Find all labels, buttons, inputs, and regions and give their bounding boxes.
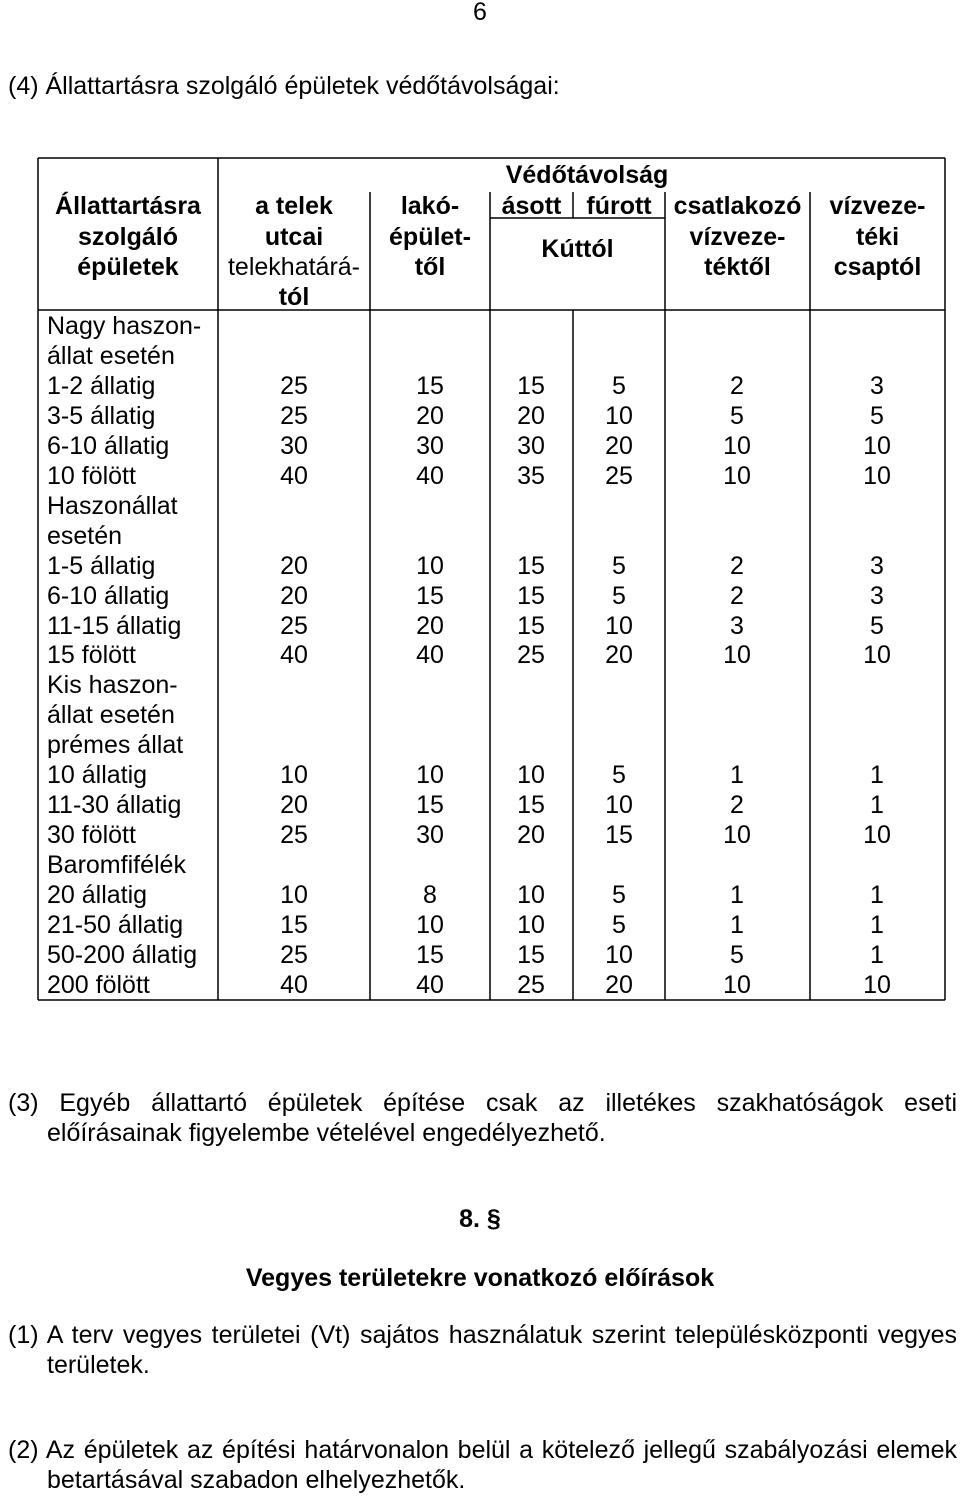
table-cell: 3 xyxy=(870,372,884,400)
table-cell: 35 xyxy=(517,462,545,490)
paragraph-line: (2) Az épületek az építési határvonalon belül a kötelező jellegű szabályozási elemek xyxy=(8,1436,957,1464)
table-cell: 2 xyxy=(730,791,744,819)
table-cell: 40 xyxy=(416,641,444,669)
row-label: 50-200 állatig xyxy=(47,941,198,969)
header-connected-water-pipe: vízveze- xyxy=(689,223,786,251)
header-connected-water-pipe: téktől xyxy=(704,253,771,281)
table-cell: 20 xyxy=(416,612,444,640)
table-cell: 10 xyxy=(517,911,545,939)
paragraph-line: előírásainak figyelembe vételével engedélyezhető. xyxy=(47,1119,606,1147)
table-cell: 1 xyxy=(870,941,884,969)
header-water-tap: vízveze- xyxy=(829,192,926,220)
header-well-drilled: fúrott xyxy=(586,192,652,220)
table-cell: 10 xyxy=(723,432,751,460)
table-cell: 25 xyxy=(280,821,308,849)
header-water-tap: téki xyxy=(855,223,900,251)
table-cell: 15 xyxy=(517,372,545,400)
table-cell: 1 xyxy=(870,881,884,909)
header-residential-building: épület- xyxy=(389,223,471,251)
header-row-label: épületek xyxy=(77,253,179,281)
row-label: 6-10 állatig xyxy=(47,582,170,610)
table-cell: 40 xyxy=(416,971,444,999)
table-cell: 20 xyxy=(280,552,308,580)
table-cell: 10 xyxy=(863,641,891,669)
table-cell: 10 xyxy=(863,971,891,999)
section-title: Vegyes területekre vonatkozó előírások xyxy=(245,1264,715,1292)
table-cell: 5 xyxy=(870,402,884,430)
table-cell: 10 xyxy=(416,552,444,580)
table-cell: 1 xyxy=(730,761,744,789)
table-cell: 20 xyxy=(605,971,633,999)
row-label: 6-10 állatig xyxy=(47,432,170,460)
section-label: állat esetén xyxy=(47,342,175,370)
table-cell: 2 xyxy=(730,582,744,610)
table-cell: 25 xyxy=(280,402,308,430)
table-cell: 10 xyxy=(605,941,633,969)
table-cell: 25 xyxy=(280,372,308,400)
table-cell: 10 xyxy=(280,761,308,789)
header-water-tap: csaptól xyxy=(833,253,922,281)
table-cell: 15 xyxy=(517,552,545,580)
table-cell: 5 xyxy=(870,612,884,640)
header-well: Kúttól xyxy=(541,235,614,263)
row-label: 30 fölött xyxy=(47,821,136,849)
table-cell: 40 xyxy=(416,462,444,490)
table-cell: 3 xyxy=(870,552,884,580)
row-label: 10 állatig xyxy=(47,761,148,789)
section-label: esetén xyxy=(47,522,123,550)
row-label: 1-2 állatig xyxy=(47,372,156,400)
header-row-label: Állattartásra xyxy=(55,192,201,220)
table-cell: 1 xyxy=(730,911,744,939)
row-label: 21-50 állatig xyxy=(47,911,184,939)
table-cell: 15 xyxy=(416,372,444,400)
table-cell: 2 xyxy=(730,552,744,580)
table-cell: 1 xyxy=(870,791,884,819)
table-cell: 15 xyxy=(517,582,545,610)
paragraph-line: betartásával szabadon elhelyezhetők. xyxy=(47,1466,466,1494)
table-cell: 10 xyxy=(863,821,891,849)
table-cell: 40 xyxy=(280,462,308,490)
table-cell: 3 xyxy=(730,612,744,640)
table-cell: 5 xyxy=(612,372,626,400)
table-cell: 15 xyxy=(517,791,545,819)
table-cell: 25 xyxy=(517,971,545,999)
table-cell: 15 xyxy=(416,582,444,610)
header-street-boundary: tól xyxy=(278,283,310,311)
table-cell: 20 xyxy=(517,821,545,849)
header-residential-building: től xyxy=(414,253,446,281)
header-row-label: szolgáló xyxy=(77,223,178,251)
table-cell: 1 xyxy=(870,911,884,939)
table-cell: 10 xyxy=(416,911,444,939)
table-cell: 10 xyxy=(863,462,891,490)
section-label: Nagy haszon- xyxy=(47,312,202,340)
table-cell: 10 xyxy=(863,432,891,460)
table-cell: 10 xyxy=(723,462,751,490)
table-cell: 2 xyxy=(730,372,744,400)
table-cell: 15 xyxy=(605,821,633,849)
header-group-label: Védőtávolság xyxy=(505,161,669,189)
table-cell: 5 xyxy=(612,911,626,939)
table-cell: 10 xyxy=(723,821,751,849)
table-cell: 10 xyxy=(605,612,633,640)
header-street-boundary: utcai xyxy=(264,223,324,251)
table-cell: 25 xyxy=(280,941,308,969)
paragraph-line: (3) Egyéb állattartó épületek építése csak az illetékes szakhatóságok eseti xyxy=(8,1089,957,1117)
table-cell: 15 xyxy=(416,941,444,969)
table-cell: 10 xyxy=(605,791,633,819)
table-cell: 15 xyxy=(416,791,444,819)
row-label: 15 fölött xyxy=(47,641,136,669)
table-cell: 1 xyxy=(730,881,744,909)
table-cell: 10 xyxy=(605,402,633,430)
table-cell: 5 xyxy=(730,941,744,969)
table-cell: 20 xyxy=(416,402,444,430)
section-heading: (4) Állattartásra szolgáló épületek védőtávolságai: xyxy=(8,72,560,100)
paragraph-line: (1) A terv vegyes területei (Vt) sajátos használatuk szerint településközponti vegyes xyxy=(8,1321,957,1349)
table-cell: 5 xyxy=(612,552,626,580)
table-cell: 25 xyxy=(280,612,308,640)
row-label: 1-5 állatig xyxy=(47,552,156,580)
row-label: 11-15 állatig xyxy=(47,612,182,640)
section-number: 8. § xyxy=(459,1205,501,1233)
table-cell: 5 xyxy=(612,761,626,789)
table-cell: 10 xyxy=(723,971,751,999)
row-label: 11-30 állatig xyxy=(47,791,182,819)
row-label: 20 állatig xyxy=(47,881,148,909)
table-cell: 10 xyxy=(517,761,545,789)
table-cell: 20 xyxy=(280,582,308,610)
table-cell: 40 xyxy=(280,641,308,669)
section-label: Kis haszon- xyxy=(47,671,178,699)
section-label: prémes állat xyxy=(47,731,184,759)
table-cell: 8 xyxy=(423,881,437,909)
table-cell: 5 xyxy=(612,582,626,610)
table-cell: 1 xyxy=(870,761,884,789)
table-cell: 10 xyxy=(280,881,308,909)
table-cell: 30 xyxy=(416,821,444,849)
table-cell: 10 xyxy=(723,641,751,669)
table-cell: 10 xyxy=(517,881,545,909)
header-well-dug: ásott xyxy=(501,192,562,220)
table-cell: 5 xyxy=(730,402,744,430)
header-connected-water-pipe: csatlakozó xyxy=(673,192,802,220)
table-cell: 15 xyxy=(517,941,545,969)
table-cell: 30 xyxy=(280,432,308,460)
table-cell: 20 xyxy=(605,432,633,460)
paragraph-line: területek. xyxy=(47,1351,150,1379)
table-cell: 25 xyxy=(605,462,633,490)
header-street-boundary: a telek xyxy=(255,192,333,220)
row-label: 200 fölött xyxy=(47,971,150,999)
row-label: 10 fölött xyxy=(47,462,136,490)
table-cell: 30 xyxy=(517,432,545,460)
table-cell: 20 xyxy=(605,641,633,669)
table-cell: 40 xyxy=(280,971,308,999)
table-cell: 30 xyxy=(416,432,444,460)
table-cell: 15 xyxy=(517,612,545,640)
section-label: állat esetén xyxy=(47,701,175,729)
table-cell: 25 xyxy=(517,641,545,669)
table-cell: 20 xyxy=(280,791,308,819)
section-label: Haszonállat xyxy=(47,492,178,520)
header-street-boundary: telekhatárá- xyxy=(227,253,361,281)
header-residential-building: lakó- xyxy=(400,192,460,220)
table-cell: 5 xyxy=(612,881,626,909)
row-label: 3-5 állatig xyxy=(47,402,156,430)
page-number: 6 xyxy=(473,0,487,26)
table-cell: 10 xyxy=(416,761,444,789)
table-cell: 3 xyxy=(870,582,884,610)
table-cell: 15 xyxy=(280,911,308,939)
section-label: Baromfifélék xyxy=(47,851,186,879)
table-cell: 20 xyxy=(517,402,545,430)
